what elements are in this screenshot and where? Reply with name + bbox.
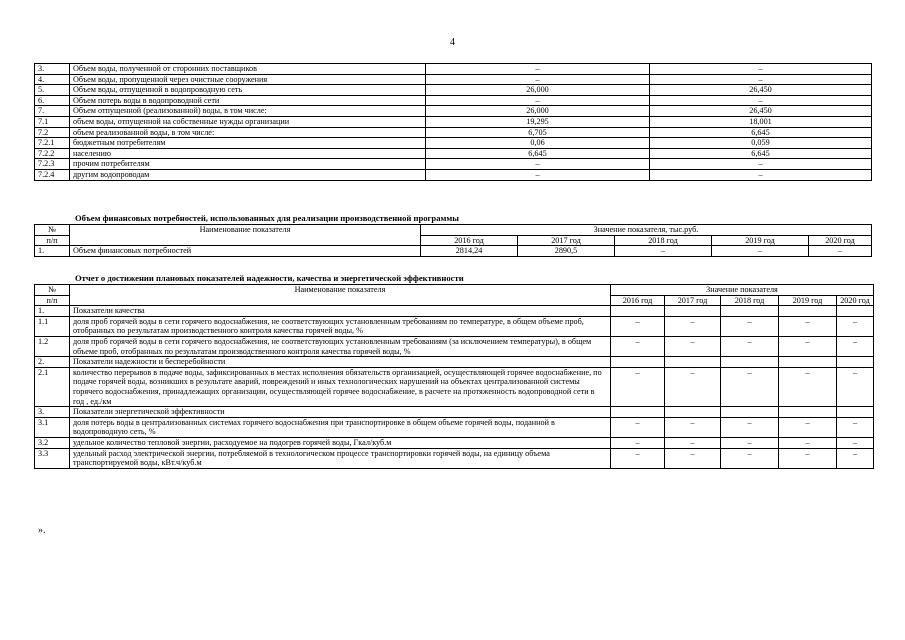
row-value: – bbox=[721, 417, 779, 437]
header-year: 2016 год bbox=[611, 295, 665, 306]
header-year: 2017 год bbox=[518, 235, 615, 246]
page-number: 4 bbox=[450, 37, 455, 48]
row-value: – bbox=[721, 367, 779, 406]
row-value: – bbox=[837, 448, 874, 468]
row-value: – bbox=[779, 437, 837, 448]
row-indicator-name: Объем финансовых потребностей bbox=[70, 246, 421, 257]
table-row bbox=[35, 159, 872, 170]
row-indicator-name: прочим потребителям bbox=[70, 159, 426, 170]
row-value-empty bbox=[779, 407, 837, 418]
row-number: 7. bbox=[35, 106, 70, 117]
table-row bbox=[35, 64, 872, 75]
row-value: – bbox=[779, 417, 837, 437]
closing-quote: ». bbox=[38, 525, 46, 536]
row-value-1: – bbox=[426, 64, 650, 75]
section-row bbox=[35, 357, 874, 368]
row-value-empty bbox=[611, 357, 665, 368]
row-value: – bbox=[721, 336, 779, 356]
header-value: Значение показателя, тыс.руб. bbox=[421, 225, 872, 236]
row-value: – bbox=[837, 417, 874, 437]
header-year: 2020 год bbox=[837, 295, 874, 306]
water-volume-table bbox=[34, 63, 872, 181]
row-number: 3. bbox=[35, 407, 70, 418]
table-row bbox=[35, 448, 874, 468]
row-value-2: 26,450 bbox=[650, 85, 872, 96]
header-year: 2020 год bbox=[809, 235, 872, 246]
row-number: 3.3 bbox=[35, 448, 70, 468]
row-number: 6. bbox=[35, 95, 70, 106]
row-value: – bbox=[712, 246, 809, 257]
table-row bbox=[35, 74, 872, 85]
row-value: – bbox=[665, 316, 721, 336]
row-value: – bbox=[837, 367, 874, 406]
row-value-1: – bbox=[426, 95, 650, 106]
row-indicator-name: Объем потерь воды в водопроводной сети bbox=[70, 95, 426, 106]
row-indicator-name: удельный расход электрической энергии, потребляемой в технологическом процессе транспортировки горячей воды, на единицу объема транспортируемой воды, кВт.ч/куб.м bbox=[70, 448, 611, 468]
table-row bbox=[35, 138, 872, 149]
row-value-1: 26,000 bbox=[426, 85, 650, 96]
row-number: 1.1 bbox=[35, 316, 70, 336]
row-value: 2890,5 bbox=[518, 246, 615, 257]
indicators-report-table bbox=[34, 284, 874, 469]
table-row bbox=[35, 437, 874, 448]
header-year: 2018 год bbox=[721, 295, 779, 306]
row-value-empty bbox=[779, 357, 837, 368]
row-value: – bbox=[665, 336, 721, 356]
row-value-1: – bbox=[426, 169, 650, 180]
table-row bbox=[35, 148, 872, 159]
header-year: 2017 год bbox=[665, 295, 721, 306]
row-value-empty bbox=[665, 357, 721, 368]
row-number: 4. bbox=[35, 74, 70, 85]
row-value-empty bbox=[611, 306, 665, 317]
row-value: – bbox=[779, 448, 837, 468]
table-row bbox=[35, 336, 874, 356]
header-year: 2019 год bbox=[712, 235, 809, 246]
row-value: – bbox=[721, 437, 779, 448]
row-number: 7.2.4 bbox=[35, 169, 70, 180]
row-indicator-name: доля проб горячей воды в сети горячего водоснабжения, не соответствующих установленным требованиям (за исключением температуры), в общем объеме проб, отобранных по результатам производственного контроля качества горячей воды, % bbox=[70, 336, 611, 356]
row-indicator-name: Объем воды, отпущенной в водопроводную сеть bbox=[70, 85, 426, 96]
row-indicator-name: другим водопроводам bbox=[70, 169, 426, 180]
table-row bbox=[35, 85, 872, 96]
financial-needs-title: Объем финансовых потребностей, использованных для реализации производственной программы bbox=[75, 213, 459, 223]
row-value-empty bbox=[721, 407, 779, 418]
table-row bbox=[35, 316, 874, 336]
row-value: – bbox=[721, 448, 779, 468]
row-number: 2.1 bbox=[35, 367, 70, 406]
row-indicator-name: объем воды, отпущенной на собственные нужды организации bbox=[70, 116, 426, 127]
row-value-1: 19,295 bbox=[426, 116, 650, 127]
table-row bbox=[35, 246, 872, 257]
row-number: 7.1 bbox=[35, 116, 70, 127]
row-value-2: – bbox=[650, 159, 872, 170]
row-value: – bbox=[779, 316, 837, 336]
row-indicator-name: Объем воды, пропущенной через очистные сооружения bbox=[70, 74, 426, 85]
header-num-2: п/п bbox=[35, 235, 70, 246]
table-row bbox=[35, 127, 872, 138]
row-value-1: 26,000 bbox=[426, 106, 650, 117]
row-number: 2. bbox=[35, 357, 70, 368]
table-row bbox=[35, 367, 874, 406]
row-number: 7.2.2 bbox=[35, 148, 70, 159]
header-num: № bbox=[35, 285, 70, 296]
row-value: – bbox=[611, 336, 665, 356]
row-number: 1. bbox=[35, 306, 70, 317]
row-value-1: 6,645 bbox=[426, 148, 650, 159]
row-value-2: 6,645 bbox=[650, 127, 872, 138]
row-number: 3.2 bbox=[35, 437, 70, 448]
header-num: № bbox=[35, 225, 70, 236]
row-value-empty bbox=[721, 357, 779, 368]
table-row bbox=[35, 95, 872, 106]
row-indicator-name: доля проб горячей воды в сети горячего водоснабжения, не соответствующих установленным требованиям по температуре, в общем объеме проб, отобранных по результатам производственного контроля качества горячей воды, % bbox=[70, 316, 611, 336]
row-value-1: 0,06 bbox=[426, 138, 650, 149]
row-value: – bbox=[615, 246, 712, 257]
row-indicator-name: Показатели энергетической эффективности bbox=[70, 407, 611, 418]
row-value: – bbox=[665, 367, 721, 406]
header-num-2: п/п bbox=[35, 295, 70, 306]
indicators-report-title: Отчет о достижении плановых показателей надежности, качества и энергетической эффективности bbox=[75, 273, 464, 283]
table-row bbox=[35, 116, 872, 127]
row-indicator-name: Объем воды, полученной от сторонних поставщиков bbox=[70, 64, 426, 75]
table-row bbox=[35, 106, 872, 117]
row-indicator-name: населению bbox=[70, 148, 426, 159]
row-number: 5. bbox=[35, 85, 70, 96]
row-value: 2814,24 bbox=[421, 246, 518, 257]
row-value: – bbox=[837, 336, 874, 356]
header-indicator-name: Наименование показателя bbox=[70, 225, 421, 246]
row-value: – bbox=[665, 437, 721, 448]
row-value-1: 6,705 bbox=[426, 127, 650, 138]
row-number: 1. bbox=[35, 246, 70, 257]
row-value-2: 26,450 bbox=[650, 106, 872, 117]
row-value: – bbox=[665, 448, 721, 468]
section-row bbox=[35, 407, 874, 418]
row-value: – bbox=[611, 316, 665, 336]
row-value-1: – bbox=[426, 159, 650, 170]
row-indicator-name: удельное количество тепловой энергии, расходуемое на подогрев горячей воды, Гкал/куб.м bbox=[70, 437, 611, 448]
table-row bbox=[35, 169, 872, 180]
financial-needs-table bbox=[34, 224, 872, 257]
section-row bbox=[35, 306, 874, 317]
row-value-empty bbox=[837, 407, 874, 418]
row-indicator-name: количество перерывов в подаче воды, зафиксированных в местах исполнения обязательств организацией, осуществляющей горячее водоснабжение, по подаче горячей воды, возникших в результате аварий, повреждений и иных технологических нарушений на объектах централизованной системы горячего водоснабжения, принадлежащих организации, осуществляющей горячее водоснабжение, в расчете на протяженность водопроводной сети в год , ед./км bbox=[70, 367, 611, 406]
row-value-2: 18,001 bbox=[650, 116, 872, 127]
row-number: 7.2.3 bbox=[35, 159, 70, 170]
row-number: 7.2.1 bbox=[35, 138, 70, 149]
row-value: – bbox=[779, 336, 837, 356]
header-year: 2018 год bbox=[615, 235, 712, 246]
row-value: – bbox=[837, 437, 874, 448]
row-value: – bbox=[611, 448, 665, 468]
row-indicator-name: Показатели надежности и бесперебойности bbox=[70, 357, 611, 368]
header-indicator-name: Наименование показателя bbox=[70, 285, 611, 306]
row-number: 3. bbox=[35, 64, 70, 75]
table-row bbox=[35, 417, 874, 437]
row-number: 7.2 bbox=[35, 127, 70, 138]
row-value-2: 6,645 bbox=[650, 148, 872, 159]
row-value: – bbox=[611, 417, 665, 437]
row-value-empty bbox=[665, 306, 721, 317]
row-value-empty bbox=[611, 407, 665, 418]
row-indicator-name: доля потерь воды в централизованных системах горячего водоснабжения при транспортировке в общем объеме горячей воды, поданной в водопроводную сеть, % bbox=[70, 417, 611, 437]
row-number: 3.1 bbox=[35, 417, 70, 437]
row-value: – bbox=[779, 367, 837, 406]
header-year: 2019 год bbox=[779, 295, 837, 306]
row-value-empty bbox=[779, 306, 837, 317]
row-value: – bbox=[611, 437, 665, 448]
row-indicator-name: бюджетным потребителям bbox=[70, 138, 426, 149]
row-value: – bbox=[809, 246, 872, 257]
row-indicator-name: объем реализованной воды, в том числе: bbox=[70, 127, 426, 138]
row-indicator-name: Объем отпущенной (реализованной) воды, в том числе: bbox=[70, 106, 426, 117]
row-number: 1.2 bbox=[35, 336, 70, 356]
row-value-2: 0,059 bbox=[650, 138, 872, 149]
row-value-empty bbox=[837, 306, 874, 317]
row-value: – bbox=[837, 316, 874, 336]
row-value-2: – bbox=[650, 95, 872, 106]
row-value-2: – bbox=[650, 64, 872, 75]
row-value: – bbox=[611, 367, 665, 406]
row-indicator-name: Показатели качества bbox=[70, 306, 611, 317]
row-value-2: – bbox=[650, 74, 872, 85]
header-year: 2016 год bbox=[421, 235, 518, 246]
row-value-empty bbox=[837, 357, 874, 368]
row-value: – bbox=[665, 417, 721, 437]
header-value: Значение показателя bbox=[611, 285, 874, 296]
row-value-2: – bbox=[650, 169, 872, 180]
row-value: – bbox=[721, 316, 779, 336]
row-value-1: – bbox=[426, 74, 650, 85]
row-value-empty bbox=[721, 306, 779, 317]
row-value-empty bbox=[665, 407, 721, 418]
